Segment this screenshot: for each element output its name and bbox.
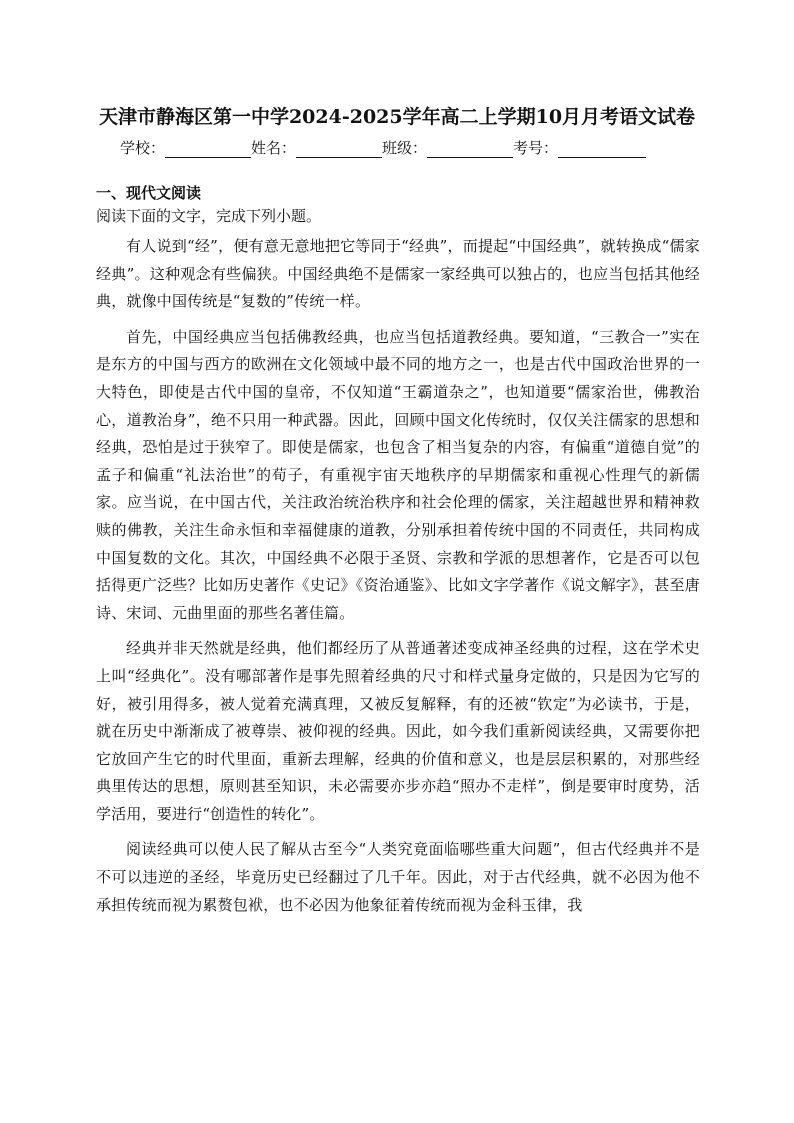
exam-number-label: 考号： (513, 139, 559, 157)
school-blank[interactable] (165, 141, 251, 158)
exam-number-blank[interactable] (558, 141, 646, 158)
name-label: 姓名： (251, 139, 297, 157)
name-blank[interactable] (296, 141, 382, 158)
passage-paragraph-4: 阅读经典可以使人民了解从古至今“人类究竟面临哪些重大问题”，但古代经典并不是不可以违逆的圣经，毕竟历史已经翻过了几千年。因此，对于古代经典，就不必因为他不承担传统而视为累赘包袱，也不必因为他象征着传统而视为金科玉律，我 (96, 840, 700, 914)
passage-paragraph-1: 有人说到“经”，便有意无意地把它等同于“经典”，而提起“中国经典”，就转换成“儒家经典”。这种观念有些偏狭。中国经典绝不是儒家一家经典可以独占的，也应当包括其他经典，就像中国传统是“复数的”传统一样。 (96, 237, 700, 311)
class-label: 班级： (382, 139, 428, 157)
class-field (382, 137, 513, 158)
class-blank[interactable] (427, 141, 513, 158)
reading-passage (96, 233, 700, 927)
passage-paragraph-3: 经典并非天然就是经典，他们都经历了从普通著述变成神圣经典的过程，这在学术史上叫“经典化”。没有哪部著作是事先照着经典的尺寸和样式量身定做的，只是因为它写的好，被引用得多，被人觉着充满真理，又被反复解释，有的还被“钦定”为必读书，于是，就在历史中渐渐成了被尊崇、被仰视的经典。因此，如今我们重新阅读经典，又需要你把它放回产生它的时代里面，重新去理解，经典的价值和意义，也是层层积累的，对那些经典里传达的思想，原则甚至知识，未必需要亦步亦趋“照办不走样”，倒是要审时度势，活学活用，要进行“创造性的转化”。 (96, 639, 700, 823)
name-field (251, 137, 382, 158)
section-heading: 一、现代文阅读 (96, 184, 202, 202)
exam-number-field (513, 137, 646, 158)
school-label: 学校： (120, 139, 166, 157)
school-field (120, 137, 251, 158)
exam-title: 天津市静海区第一中学2024-2025学年高二上学期10月月考语文试卷 (98, 106, 696, 128)
passage-paragraph-2: 首先，中国经典应当包括佛教经典，也应当包括道教经典。要知道，“三教合一”实在是东方的中国与西方的欧洲在文化领域中最不同的地方之一，也是古代中国政治世界的一大特色，即使是古代中国的皇帝，不仅知道“王霸道杂之”，也知道要“儒家治世，佛教治心，道教治身”，绝不只用一种武器。因此，回顾中国文化传统时，仅仅关注儒家的思想和经典，恐怕是过于狭窄了。即使是儒家，也包含了相当复杂的内容，有偏重“道德自觉”的孟子和偏重“礼法治世”的荀子，有重视宇宙天地秩序的早期儒家和重视心性理气的新儒家。应当说，在中国古代，关注政治统治秩序和社会伦理的儒家，关注超越世界和精神救赎的佛教，关注生命永恒和幸福健康的道教，分别承担着传统中国的不同责任，共同构成中国复数的文化。其次，中国经典不必限于圣贤、宗教和学派的思想著作，它是否可以包括得更广泛些？比如历史著作《史记》《资治通鉴》、比如文字学著作《说文解字》，甚至唐诗、宋词、元曲里面的那些名著佳篇。 (96, 327, 700, 622)
student-info-line (120, 136, 646, 158)
reading-instruction: 阅读下面的文字，完成下列小题。 (96, 207, 322, 225)
